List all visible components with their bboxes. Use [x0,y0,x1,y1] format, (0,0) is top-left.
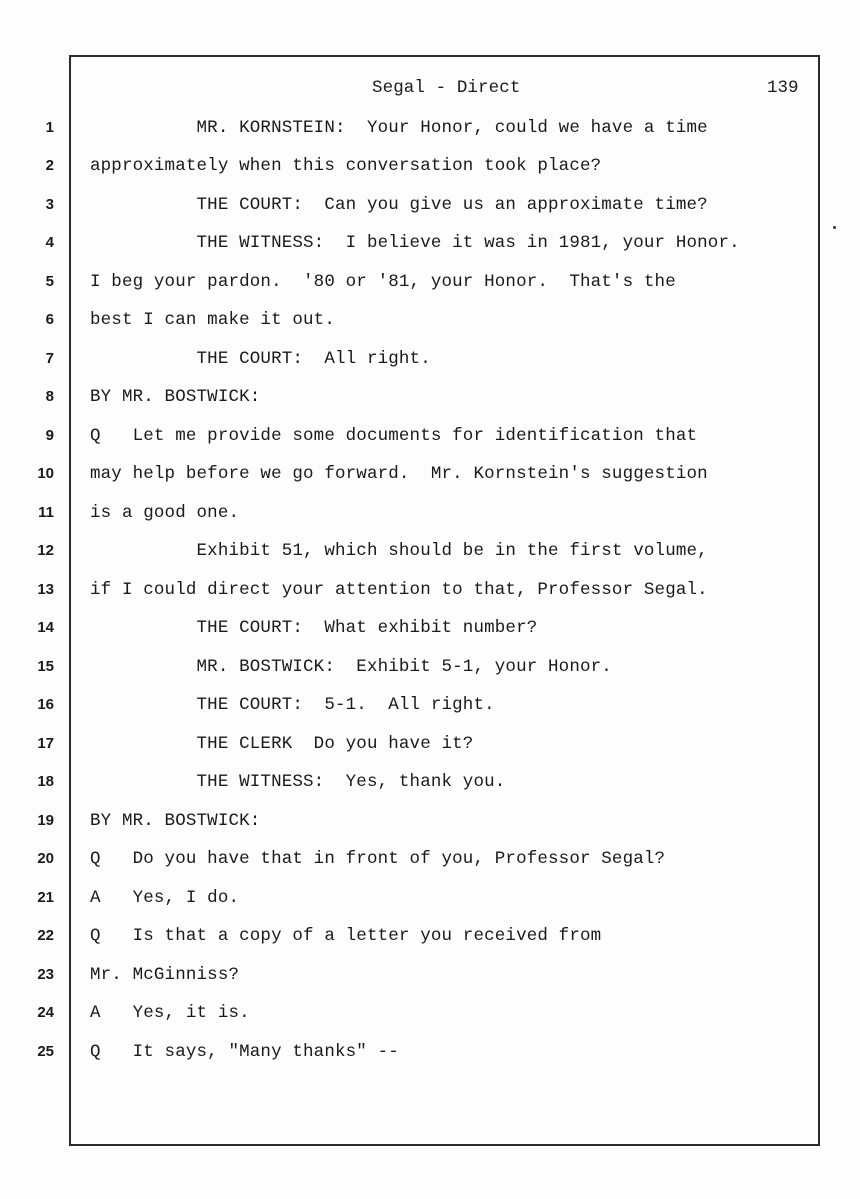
transcript-line: Q It says, "Many thanks" -- [90,1042,399,1062]
transcript-line: Q Is that a copy of a letter you received from [90,926,602,946]
line-number: 10 [37,465,54,482]
transcript-line: Exhibit 51, which should be in the first volume, [90,541,708,561]
line-number: 5 [45,273,54,290]
line-number: 1 [45,119,54,136]
transcript-line: THE COURT: What exhibit number? [90,618,538,638]
transcript-line: THE COURT: All right. [90,349,431,369]
transcript-line: Mr. McGinniss? [90,965,240,985]
page-header-title: Segal - Direct [372,78,521,98]
transcript-line: BY MR. BOSTWICK: [90,387,261,407]
line-number: 2 [45,157,54,174]
transcript-line: best I can make it out. [90,310,335,330]
line-number: 8 [45,388,54,405]
line-number: 24 [37,1004,54,1021]
line-number: 7 [45,350,54,367]
transcript-line: may help before we go forward. Mr. Kornstein's suggestion [90,464,708,484]
transcript-line: approximately when this conversation took place? [90,156,602,176]
transcript-line: MR. KORNSTEIN: Your Honor, could we have a time [90,118,708,138]
transcript-line: is a good one. [90,503,240,523]
line-number: 9 [45,427,54,444]
transcript-line: A Yes, it is. [90,1003,250,1023]
line-number: 22 [37,927,54,944]
transcript-line: Q Do you have that in front of you, Professor Segal? [90,849,666,869]
line-number: 25 [37,1043,54,1060]
line-number: 19 [37,812,54,829]
line-number: 17 [37,735,54,752]
transcript-line: Q Let me provide some documents for identification that [90,426,698,446]
transcript-line: THE COURT: Can you give us an approximate time? [90,195,708,215]
transcript-line: MR. BOSTWICK: Exhibit 5-1, your Honor. [90,657,612,677]
scan-speck [833,226,836,229]
transcript-line: BY MR. BOSTWICK: [90,811,261,831]
page-number: 139 [767,78,799,98]
line-number: 4 [45,234,54,251]
line-number: 3 [45,196,54,213]
line-number: 20 [37,850,54,867]
line-number: 15 [37,658,54,675]
line-number: 16 [37,696,54,713]
transcript-line: THE COURT: 5-1. All right. [90,695,495,715]
line-number: 23 [37,966,54,983]
transcript-line: if I could direct your attention to that, Professor Segal. [90,580,708,600]
line-number: 11 [38,504,54,521]
line-number: 6 [45,311,54,328]
line-number: 21 [37,889,54,906]
line-number: 12 [37,542,54,559]
transcript-line: A Yes, I do. [90,888,240,908]
transcript-line: THE WITNESS: Yes, thank you. [90,772,506,792]
transcript-line: THE CLERK Do you have it? [90,734,474,754]
line-number: 14 [37,619,54,636]
transcript-line: I beg your pardon. '80 or '81, your Honor. That's the [90,272,676,292]
line-number: 13 [37,581,54,598]
line-number: 18 [37,773,54,790]
transcript-line: THE WITNESS: I believe it was in 1981, your Honor. [90,233,740,253]
